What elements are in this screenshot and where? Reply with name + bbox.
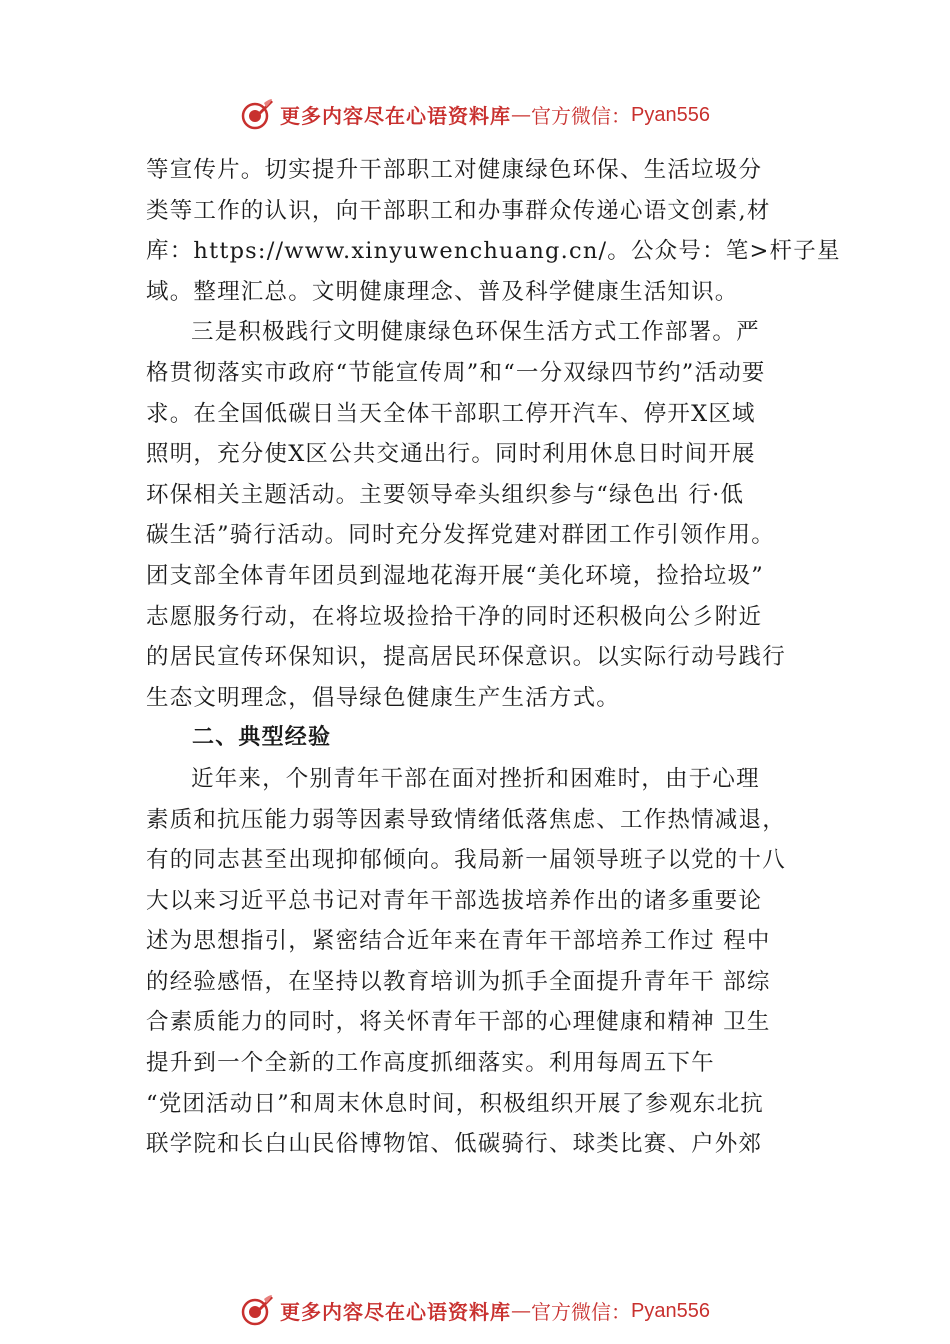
wechat-id: Pyan556 — [631, 1299, 710, 1322]
document-body — [146, 150, 841, 1165]
wechat-id: Pyan556 — [631, 103, 710, 126]
text-line: 碳生活”骑行活动。同时充分发挥党建对群团工作引领作用。 — [146, 522, 775, 549]
text-line: 团支部全体青年团员到湿地花海开展“美化环境，捡拾垃圾” — [146, 562, 764, 589]
text-line: 述为思想指引，紧密结合近年来在青年干部培养工作过 程中 — [146, 928, 771, 955]
banner-label: 官方微信： — [531, 103, 632, 128]
text-line: 环保相关主题活动。主要领导牵头组织参与“绿色出 行·低 — [146, 481, 745, 508]
text-line: 志愿服务行动，在将垃圾捡拾干净的同时还积极向公⼺附近 — [146, 603, 763, 630]
banner-dash: — — [511, 102, 532, 126]
text-line: 有的同志甚至出现抑郁倾向。我局新一届领导班子以党的十八 — [146, 847, 786, 874]
section-heading: 二、典型经验 — [192, 725, 332, 751]
banner-title: 更多内容尽在心语资料库 — [280, 103, 512, 128]
text-line: 库：https://www.xinyuwenchuang.cn/。公众号：笔>杆子星 — [146, 238, 841, 265]
text-line: 提升到一个全新的工作高度抓细落实。利用每周五下午 — [146, 1050, 715, 1077]
text-line: 大以来习近平总书记对青年干部选拔培养作出的诸多重要论 — [146, 887, 763, 914]
text-line: 生态文明理念，倡导绿色健康生产生活方式。 — [146, 684, 621, 711]
text-line: 求。在全国低碳日当天全体干部职工停开汽车、停开X区域 — [146, 400, 756, 427]
quill-seal-icon — [240, 97, 274, 131]
text-line: 的居民宣传环保知识，提高居民环保意识。以实际行动号践行 — [146, 644, 786, 671]
text-line: “党团活动日”和周末休息时间，积极组织开展了参观东北抗 — [146, 1090, 764, 1117]
text-line: 联学院和长白山民俗博物馆、低碳骑行、球类比赛、户外郊 — [146, 1131, 763, 1158]
paragraph-start-line: 近年来，个别青年干部在面对挫折和困难时，由于心理 — [191, 765, 760, 792]
text-line: 类等工作的认识，向干部职工和办事群众传递心语文创素,材 — [146, 197, 771, 224]
text-line: 等宣传片。切实提升干部职工对健康绿色环保、生活垃圾分 — [146, 157, 763, 183]
text-line: 素质和抗压能力弱等因素导致情绪低落焦虑、工作热情减退， — [146, 806, 786, 833]
footer-banner — [0, 1290, 950, 1330]
paragraph-start-line: 三是积极践行文明健康绿色环保生活方式工作部署。严 — [191, 319, 760, 346]
banner-label: 官方微信： — [531, 1299, 632, 1324]
banner-title: 更多内容尽在心语资料库 — [280, 1299, 512, 1324]
text-line: 域。整理汇总。文明健康理念、普及科学健康生活知识。 — [146, 278, 739, 305]
quill-seal-icon — [240, 1293, 274, 1327]
header-banner — [0, 94, 950, 134]
text-line: 格贯彻落实市政府“节能宣传周”和“一分双绿四节约”活动要 — [146, 359, 766, 386]
banner-dash: — — [511, 1298, 532, 1322]
text-line: 合素质能力的同时，将关怀青年干部的心理健康和精神 卫生 — [146, 1009, 771, 1036]
text-line: 的经验感悟，在坚持以教育培训为抓手全面提升青年干 部综 — [146, 968, 771, 995]
text-line: 照明，充分使X区公共交通出行。同时利用休息日时间开展 — [146, 441, 756, 468]
